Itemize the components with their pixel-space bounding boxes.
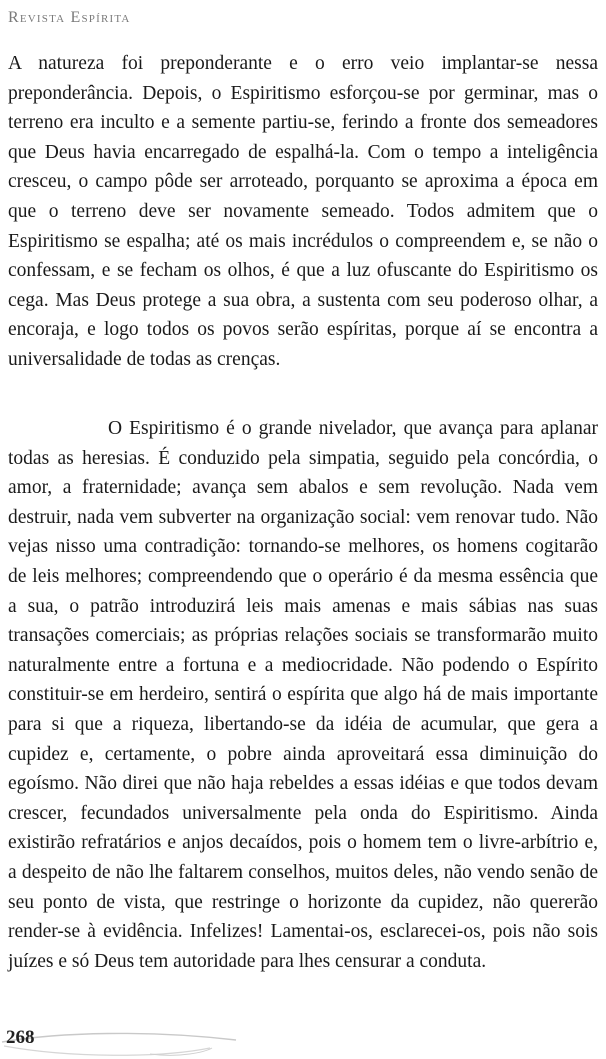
body-paragraph-2: O Espiritismo é o grande nivelador, que avança para aplanar todas as heresias. É conduzido pela simpatia, seguido pela concórdia, o amor, a fraternidade; avança sem abalos e sem revolução. Nada vem destruir, nada vem subverter na organização social: vem renovar tudo. Não vejas nisso uma contradição: tornando-se melhores, os homens cogitarão de leis melhores; compreendendo que o operário é da mesma essência que a sua, o patrão introduzirá leis mais amenas e mais sábias nas suas transações comerciais; as próprias relações sociais se transformarão muito naturalmente entre a fortuna e a mediocridade. Não podendo o Espírito constituir-se em herdeiro, sentirá o espírita que algo há de mais importante para si que a riqueza, libertando-se da idéia de acumular, que gera a cupidez e, certamente, o pobre ainda aproveitará essa diminuição do egoísmo. Não direi que não haja rebeldes a essas idéias e que todos devam crescer, fecundados universalmente pela onda do Espiritismo. Ainda existirão refratários e anjos decaídos, pois o homem tem o livre-arbítrio e, a despeito de não lhe faltarem conselhos, muitos deles, não vendo senão de seu ponto de vista, que restringe o horizonte da cupidez, não quererão render-se à evidência. Infelizes! Lamentai-os, esclarecei-os, pois não sois juízes e só Deus tem autoridade para lhes censurar a conduta.	[8, 418, 598, 972]
page-number: 268	[6, 1027, 35, 1048]
body-paragraph-1: A natureza foi preponderante e o erro veio implantar-se nessa preponderância. Depois, o Espiritismo esforçou-se por germinar, mas o terreno era inculto e a semente partiu-se, ferindo a fronte dos semeadores que Deus havia encarregado de espalhá-la. Com o tempo a inteligência cresceu, o campo pôde ser arroteado, porquanto se aproxima a época em que o terreno deve ser novamente semeado. Todos admitem que o Espiritismo se espalha; até os mais incrédulos o compreendem e, se não o confessam, e se fecham os olhos, é que a luz ofuscante do Espiritismo os cega. Mas Deus protege a sua obra, a sustenta com seu poderoso olhar, a encoraja, e logo todos os povos serão espíritas, porque aí se encontra a universalidade de todas as crenças.	[8, 53, 598, 370]
swoosh-ornament-icon	[0, 1028, 240, 1059]
running-header: Revista Espírita	[8, 9, 131, 26]
